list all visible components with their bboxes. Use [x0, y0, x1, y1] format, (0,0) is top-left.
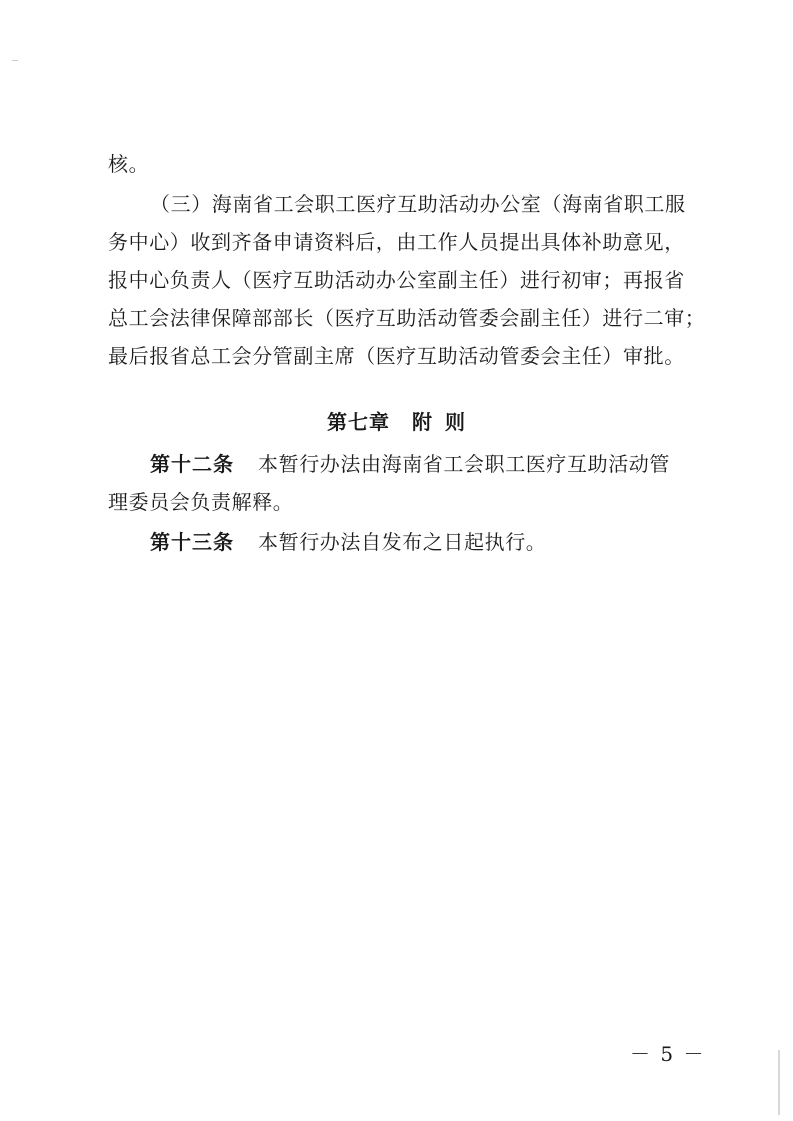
paragraph-continuation: 核。 — [108, 152, 150, 176]
article-text: 本暂行办法由海南省工会职工医疗互助活动管 — [258, 452, 670, 476]
article-13 — [150, 528, 698, 556]
scan-edge-mark — [778, 1050, 780, 1115]
scan-mark — [12, 60, 18, 61]
chapter-number: 第七章 — [327, 410, 390, 434]
article-text: 本暂行办法自发布之日起执行。 — [258, 530, 547, 554]
paragraph-line: 最后报省总工会分管副主席（医疗互助活动管委会主任）审批。 — [108, 344, 685, 368]
chapter-title-char: 附 — [412, 410, 433, 434]
paragraph-line: 务中心）收到齐备申请资料后，由工作人员提出具体补助意见， — [108, 230, 685, 254]
article-label: 第十二条 — [150, 452, 234, 476]
paragraph-line: （三）海南省工会职工医疗互助活动办公室（海南省职工服 — [150, 192, 686, 216]
article-label: 第十三条 — [150, 530, 234, 554]
paragraph-line: 报中心负责人（医疗互助活动办公室副主任）进行初审；再报省 — [108, 268, 685, 292]
chapter-heading — [0, 408, 793, 436]
page-number: － 5 － — [630, 1042, 706, 1066]
article-12 — [150, 450, 698, 478]
article-12-continuation: 理委员会负责解释。 — [108, 490, 294, 514]
paragraph-line: 总工会法律保障部部长（医疗互助活动管委会副主任）进行二审； — [108, 306, 706, 330]
chapter-title-char: 则 — [445, 410, 466, 434]
